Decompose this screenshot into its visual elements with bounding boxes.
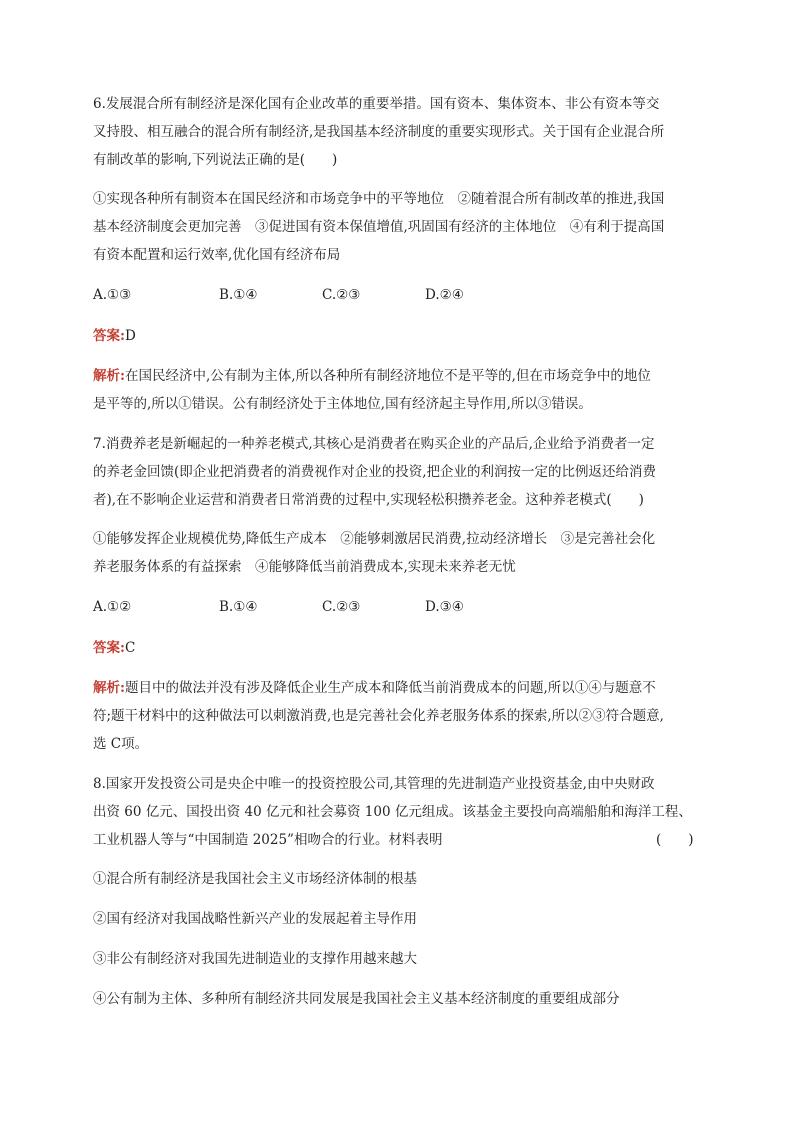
q7-stem-line: 者),在不影响企业运营和消费者日常消费的过程中,实现轻松积攒养老金。这种养老模式( ) [93,492,644,508]
q7-statement-line: 养老服务体系的有益探索 ④能够降低当前消费成本,实现未来养老无忧 [93,559,516,575]
analysis-line: 是平等的,所以①错误。公有制经济处于主体地位,国有经济起主导作用,所以③错误。 [93,396,592,412]
q6-options [93,281,703,309]
q8-statement-line: ③非公有制经济对我国先进制造业的支撑作用越来越大 [93,951,417,967]
q7-option-a: A.①② [93,599,132,615]
q6-analysis [93,362,703,418]
q8-statement-line: ①混合所有制经济是我国社会主义市场经济体制的根基 [93,871,417,887]
analysis-line: 题目中的做法并没有涉及降低企业生产成本和降低当前消费成本的问题,所以①④与题意不 [124,680,656,696]
analysis-line: 选 C项。 [93,736,149,752]
q7-option-d: D.③④ [425,599,464,615]
q6-statement-line: 有资本配置和运行效率,优化国有经济布局 [93,247,341,263]
answer-value: C [124,640,136,656]
q6-answer [93,322,703,350]
q8-statement-line: ④公有制为主体、多种所有制经济共同发展是我国社会主义基本经济制度的重要组成部分 [93,991,620,1007]
q7-options [93,593,703,621]
q8-statement-2 [93,905,703,933]
analysis-label: 解析: [93,680,125,696]
q6-statement-line: ①实现各种所有制资本在国民经济和市场竞争中的平等地位 ②随着混合所有制改革的推进,我国 [93,191,665,207]
q6-option-a: A.①③ [93,287,132,303]
q6-stem-line: 叉持股、相互融合的混合所有制经济,是我国基本经济制度的重要实现形式。关于国有企业混合所 [93,124,665,140]
q7-stem-line: 的养老金回馈(即企业把消费者的消费视作对企业的投资,把企业的利润按一定的比例返还给消费 [93,464,657,480]
q7-stem [93,430,703,514]
q7-answer [93,634,703,662]
analysis-label: 解析: [93,368,125,384]
q7-analysis [93,674,703,758]
q6-statement-line: 基本经济制度会更加完善 ③促进国有资本保值增值,巩固国有经济的主体地位 ④有利于提高国 [93,219,665,235]
q7-option-c: C.②③ [322,599,361,615]
answer-blank: ( ) [656,832,694,848]
q7-statement-line: ①能够发挥企业规模优势,降低生产成本 ②能够刺激居民消费,拉动经济增长 ③是完善社会化 [93,531,656,547]
q6-option-c: C.②③ [322,287,361,303]
q6-statements [93,185,703,269]
q6-option-b: B.①④ [219,287,258,303]
q8-stem-line: 出资 60 亿元、国投出资 40 亿元和社会募资 100 亿元组成。该基金主要投向高端船舶和海洋工程、 [93,804,692,820]
q6-stem [93,90,703,174]
q6-stem-line: 有制改革的影响,下列说法正确的是( ) [93,152,338,168]
q7-option-b: B.①④ [219,599,258,615]
analysis-line: 符;题干材料中的这种做法可以刺激消费,也是完善社会化养老服务体系的探索,所以②③符合题意, [93,708,664,724]
q8-statement-line: ②国有经济对我国战略性新兴产业的发展起着主导作用 [93,911,417,927]
q8-statement-1 [93,865,703,893]
analysis-line: 在国民经济中,公有制为主体,所以各种所有制经济地位不是平等的,但在市场竞争中的地位 [124,368,651,384]
answer-label: 答案: [93,328,125,344]
q6-stem-line: 6.发展混合所有制经济是深化国有企业改革的重要举措。国有资本、集体资本、非公有资本等交 [93,96,660,112]
answer-label: 答案: [93,640,125,656]
q7-stem-line: 7.消费养老是新崛起的一种养老模式,其核心是消费者在购买企业的产品后,企业给予消费者一定 [93,436,655,452]
q8-stem-line: 工业机器人等与“中国制造 2025”相吻合的行业。材料表明 [93,832,443,848]
q8-stem [93,770,703,854]
q8-statement-4 [93,985,703,1013]
q7-statements [93,525,703,581]
q8-stem-line: 8.国家开发投资公司是央企中唯一的投资控股公司,其管理的先进制造产业投资基金,由中央财政 [93,776,655,792]
q8-statement-3 [93,945,703,973]
answer-value: D [124,328,136,344]
q6-option-d: D.②④ [425,287,464,303]
